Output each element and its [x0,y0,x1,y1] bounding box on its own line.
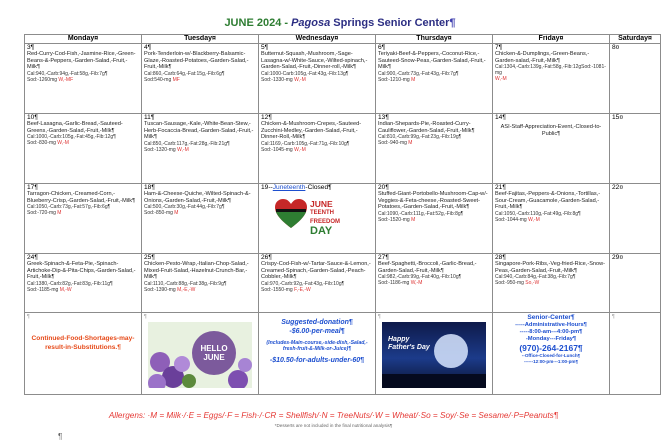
day-number: 10¶ [27,114,38,121]
sodium-text: Sod:-1186-mg [378,280,410,287]
nutrition-text: Cal:982,-Carb:99g,-Fat:40g,-Fib:10g¶ [378,274,462,281]
sodium-line [495,280,607,286]
menu-text: Butternut-Squash,-Mushroom,-Sage-Lasagna-w/-White-Sauce,-Wilted-spinach,-Garden-Salad,-Fruit,-Dinner-roll,-Milk¶ [261,51,368,71]
nutrition-text: Cal:1000,-Carb:105g,-Fat:45g,-Fib:12g¶ [27,134,116,141]
week-row [25,44,661,114]
menu-text: Teriyaki-Beef-&-Peppers,-Coconut-Rice,-Sauteed-Snow-Peas,-Garden-Salad,-Fruit,-Milk¶ [378,51,486,71]
sodium-line [27,77,139,83]
allergen-codes: M,-E,-W [175,286,196,293]
juneteenth-word2: TEENTH FREEDOM [310,210,340,226]
hello-june-image [148,322,252,388]
juneteenth-logo [275,197,361,238]
sodium-line [144,77,256,83]
fathers-day-cell [376,313,493,395]
day-cell [493,114,610,184]
shortage-cell [25,313,142,395]
sodium-text: Sod:-950-mg [495,280,524,287]
nutrition-text: Cal:1169,-Carb:105g,-Fat:71g,-Fib:10g¶ [261,140,350,147]
nutrition-text: Cal:970,-Carb:92g,-Fat:43g,-Fib:10g¶ [261,280,345,287]
allergen-codes: W,-M [55,140,69,147]
lunch-hours: ------12:00-pm---1:00-pm¶ [523,358,579,364]
saturday-bottom-cell [610,313,661,395]
day-number: 3¶ [27,44,35,51]
day-number: 14¶ [495,114,506,121]
day-number: 21¶ [495,184,506,191]
nutrition-text: Cal:1050,-Carb:73g,-Fat:57g,-Fib:6g¶ [27,204,111,211]
menu-text: Stuffed-Giant-Portobello-Mushroom-Cap-w/-Veggies-&-Feta-cheese,-Roasted-Sweet-Potatoes,-Garden-Salad,-Fruit,-Milk¶ [378,191,488,211]
sodium-line [495,76,607,82]
day-cell [142,184,259,254]
event-text: ASI-Staff-Appreciation-Event,-Closed-to-Public¶ [500,124,602,137]
day-number: 25¶ [144,254,155,261]
allergen-codes: W,-M [292,76,306,83]
menu-text: Beef-Fajitas,-Peppers-&-Onions,-Tortillas,-Sour-Cream,-Guacamole,-Garden-Salad,-Fruit,-Milk¶ [495,191,601,211]
sodium-text: Sod:-1330-mg [261,76,293,83]
allergen-codes: W,-M [495,76,507,83]
center-hours: -----8:00-am---4:00-pm¶ [519,329,583,335]
sodium-text: Sod:-830-mg [27,140,56,147]
donation-price: -$6.00-per-meal¶ [289,328,345,335]
allergen-codes: W,-M [175,146,189,153]
allergen-codes: W,-M [292,146,306,153]
pilcrow: ¶ [612,314,615,320]
sodium-line [144,287,256,293]
header-thursday: Thursday¤ [376,35,493,44]
allergen-codes: M [409,76,416,83]
center-info-cell [493,313,610,395]
day-number: 20¶ [378,184,389,191]
menu-text: Singapore-Pork-Ribs,-Veg-fried-Rice,-Snow-Peas,-Garden-Salad,-Fruit,-Milk¶ [495,261,606,274]
allergen-codes: M [409,216,416,223]
hello-june-line1: HELLO [200,344,228,354]
donation-under60: -$10.50-for-adults-under-60¶ [269,357,365,364]
day-cell [376,184,493,254]
donation-cell [259,313,376,395]
sodium-text: Sod:-1045-mg [261,146,293,153]
day-number: 5¶ [261,44,269,51]
title-center: Springs Senior Center [330,17,450,29]
juneteenth-link[interactable]: Juneteenth [272,184,306,191]
menu-text: Tuscan-Sausage,-Kale,-White-Bean-Stew,-Herb-Focaccia-Bread,-Garden-Salad,-Fruit,-Milk¶ [144,121,254,141]
sodium-line [144,147,256,153]
allergen-codes: W,-M [526,216,540,223]
sodium-line [378,77,490,83]
sodium-line [261,287,373,293]
nutrition-text: Cal:500,-Carb:30g,-Fat:44g,-Fib:7g¶ [144,204,225,211]
fathers-day-line1: Happy [388,336,410,344]
sodium-line [27,140,139,146]
week-row [25,184,661,254]
allergen-codes: M [55,210,62,217]
sodium-text: Sod:-1390-mg [144,286,176,293]
moon-shape [434,334,468,368]
sodium-text: Sod:-1550-mg [261,286,293,293]
nutrition-text: Cal:1050,-Carb:110g,-Fat:49g,-Fib:8g¶ [495,210,581,217]
day-number: 17¶ [27,184,38,191]
silhouette-ground [382,374,486,388]
fathers-day-image [382,322,486,388]
menu-text: Ham-&-Cheese-Quiche,-Wilted-Spinach-&-Onions,-Garden-Salad,-Fruit,-Milk¶ [144,191,251,204]
juneteenth-word3: DAY [310,225,333,238]
center-days: -Monday---Friday¶ [525,336,577,342]
menu-text: Indian-Shepards-Pie,-Roasted-Curry-Cauliflower,-Garden-Salad,-Fruit,-Milk¶ [378,121,475,134]
donation-includes: (Includes-Main-course,-side-dish,-Salad,-fresh-fruit-&-Milk-or-Juice)¶ [266,340,368,352]
sodium-text: Sod:540-mg [144,76,172,83]
day-cell [610,44,661,114]
day-cell [610,114,661,184]
menu-text: Beef-Lasagna,-Garlic-Bread,-Sauteed-Greens,-Garden-Salad,-Fruit,-Milk¶ [27,121,123,134]
center-hours-label: -----Administrative-Hours¶ [515,322,587,328]
nutrition-text: Cal:940,-Carb:94g,-Fat:58g,-Fib:7g¶ [27,70,108,77]
allergen-codes: M [172,210,179,217]
nutrition-text: Cal:1380,-Carb:82g,-Fat:83g,-Fib:11g¶ [27,280,113,287]
day-cell [259,184,376,254]
header-saturday: Saturday¤ [610,35,661,44]
sodium-line [378,280,490,286]
menu-text: Greek-Spinach-&-Feta-Pie,-Spinach-Artichoke-Dip-&-Pita-Chips,-Garden-Salad,-Fruit,-Milk¶ [27,261,136,281]
sodium-text: Sod:-1185-mg [27,286,59,293]
allergen-codes: M,-W [58,286,72,293]
week-row [25,114,661,184]
day-number: 13¶ [378,114,389,121]
allergen-legend: Allergens: ·M = Milk·/·E = Eggs/·F = Fish·/·CR = Shellfish/·N = TreeNuts/·W = Wheat/·So = Soy/·Se = Sesame/·P=Peanuts¶ [108,411,559,420]
nutrition-text: Cal:900,-Carb:73g,-Fat:43g,-Fib:7g¶ [378,70,459,77]
menu-text: Chicken-Pesto-Wrap,-Italian-Chop-Salad,-Mixed-Fruit-Salad,-Hazelnut-Crunch-Bar,-Milk¶ [144,261,249,281]
day-number: 12¶ [261,114,272,121]
sodium-text: Sod:-940-mg [378,140,407,147]
menu-text: Crispy-Cod-Fish-w/-Tartar-Sauce-&-Lemon,-Creamed-Spinach,-Garden-Salad,-Peach-Cobbler,-Milk¶ [261,261,371,281]
header-friday: Friday¤ [493,35,610,44]
page-title [190,17,490,31]
day-cell [259,254,376,313]
day-number: 19 [261,184,269,191]
day-cell [610,254,661,313]
nutrition-text: Cal:1304,-Carb:139g,-Fat:58g,-Fib:12gSod:-1081-mg [495,64,606,77]
allergen-codes: MF [171,76,180,83]
day-number: 4¶ [144,44,152,51]
sodium-line [261,77,373,83]
header-wednesday: Wednesday¤ [259,35,376,44]
day-cell [493,254,610,313]
nutrition-text: Cal:810,-Carb:99g,-Fat:23g,-Fib:19g¶ [378,134,462,141]
day-number: 29¤ [612,254,624,261]
lunch-note: --Office-Closed-for-Lunch¶ [521,353,581,358]
sodium-text: Sod:-720-mg [27,210,56,217]
week-row [25,254,661,313]
day-cell [25,44,142,114]
header-tuesday: Tuesday¤ [142,35,259,44]
nutrition-text: Cal:1110,-Carb:88g,-Fat:38g,-Fib:9g¶ [144,280,227,287]
center-phone: (970)-264-2167¶ [519,343,583,353]
title-pilcrow: ¶ [449,17,456,29]
menu-text: Tarragon-Chicken,-Creamed-Corn,-Blueberry-Crisp,-Garden-Salad,-Fruit,-Milk¶ [27,191,136,204]
menu-text: Chicken-&-Dumplings,-Green-Beans,-Garden-salad,-Fruit,-Milk¶ [495,51,590,64]
sodium-line [261,147,373,153]
donation-title: Suggested-donation¶ [281,319,353,326]
allergen-codes: So,-W [523,280,540,287]
day-number: 22¤ [612,184,624,191]
day-cell [493,44,610,114]
shortage-notice: Continued-Food-Shortages-may-result-in-Substitutions.¶ [31,335,135,352]
day-number: 18¶ [144,184,155,191]
sodium-text: Sod:-1320-mg [144,146,176,153]
day-cell [610,184,661,254]
juneteenth-header [261,185,373,191]
sodium-line [144,210,256,216]
fathers-day-text [388,336,430,352]
end-pilcrow: ¶ [58,432,63,441]
day-number: 7¶ [495,44,503,51]
sodium-line [378,140,490,146]
day-cell [25,184,142,254]
allergen-codes: W,-MF [57,76,74,83]
sodium-text: Sod:-1260mg [27,76,58,83]
menu-text: Chicken-&-Mushroom-Crepes,-Sauteed-Zucchini-Medley,-Garden-Salad,-Fruit,-Dinner-Roll,-Milk¶ [261,121,362,141]
allergen-codes: M [406,140,413,147]
sodium-line [495,217,607,223]
day-number: 26¶ [261,254,272,261]
menu-text: Red-Curry-Cod-Fish,-Jasmine-Rice,-Green-Beans-&-Peppers,-Garden-Salad,-Fruit,-Milk¶ [27,51,136,71]
juneteenth-word1: JUNE [310,199,333,210]
menu-calendar-table [24,34,661,395]
sodium-text: Sod:-1044-mg [495,216,527,223]
menu-text: Beef-Spaghetti,-Broccoli,-Garlic-Bread,-Garden-Salad,-Fruit,-Milk¶ [378,261,477,274]
sodium-line [378,217,490,223]
hello-june-line2: JUNE [203,353,225,363]
day-cell [376,114,493,184]
day-cell [259,44,376,114]
day-number: 8¤ [612,44,620,51]
menu-text: Pork-Tenderloin-w/-Blackberry-Balsamic-Glaze,-Roasted-Potatoes,-Garden-Salad,-Fruit,-Milk¶ [144,51,249,71]
juneteenth-prefix: -- [268,184,273,191]
dessert-disclaimer: *Desserts are not included in the final nutritional analysis¶ [274,423,393,428]
title-place: Pagosa [291,17,331,29]
fathers-day-line2: Father's Day [388,344,430,352]
day-number: 6¶ [378,44,386,51]
nutrition-text: Cal:940,-Carb:84g,-Fat:38g,-Fib:7g¶ [495,274,576,281]
header-monday: Monday¤ [25,35,142,44]
bottom-info-row [25,313,661,395]
nutrition-text: Cal:850,-Carb:117g,-Fat:28g,-Fib:21g¶ [144,140,230,147]
day-cell [142,254,259,313]
day-number: 24¶ [27,254,38,261]
pilcrow: ¶ [378,314,381,320]
sodium-text: Sod:-850-mg [144,210,173,217]
day-number: 28¶ [495,254,506,261]
day-number: 27¶ [378,254,389,261]
sodium-text: Sod:-1520-mg [378,216,410,223]
weekday-header-row [25,35,661,44]
day-cell [376,254,493,313]
day-cell [142,114,259,184]
hello-june-badge [192,331,236,375]
nutrition-text: Cal:1000-Carb:105g,-Fat:43g,-Fib:13g¶ [261,70,349,77]
nutrition-text: Cal:860,-Carb:64g,-Fat:15g,-Fib:6g¶ [144,70,225,77]
day-cell [259,114,376,184]
sodium-text: Sod:-1210-mg [378,76,410,83]
day-cell [493,184,610,254]
juneteenth-wordmark [310,200,361,236]
day-number: 11¶ [144,114,155,121]
title-month: JUNE 2024 - [224,17,292,29]
heart-icon [275,199,307,229]
center-name: Senior-Center¶ [527,314,575,321]
sodium-line [27,210,139,216]
pilcrow: ¶ [144,314,147,320]
day-cell [25,254,142,313]
day-cell [142,44,259,114]
pilcrow: ¶ [27,314,30,320]
day-cell [376,44,493,114]
allergen-codes: F,-E,-W [292,286,311,293]
hello-june-cell [142,313,259,395]
juneteenth-suffix: -Closed¶ [305,184,332,191]
sodium-line [27,287,139,293]
nutrition-text: Cal:1090,-Carb:111g,-Fat:52g,-Fib:8g¶ [378,210,464,217]
allergen-codes: W,-M [409,280,423,287]
day-number: 15¤ [612,114,624,121]
day-cell [25,114,142,184]
